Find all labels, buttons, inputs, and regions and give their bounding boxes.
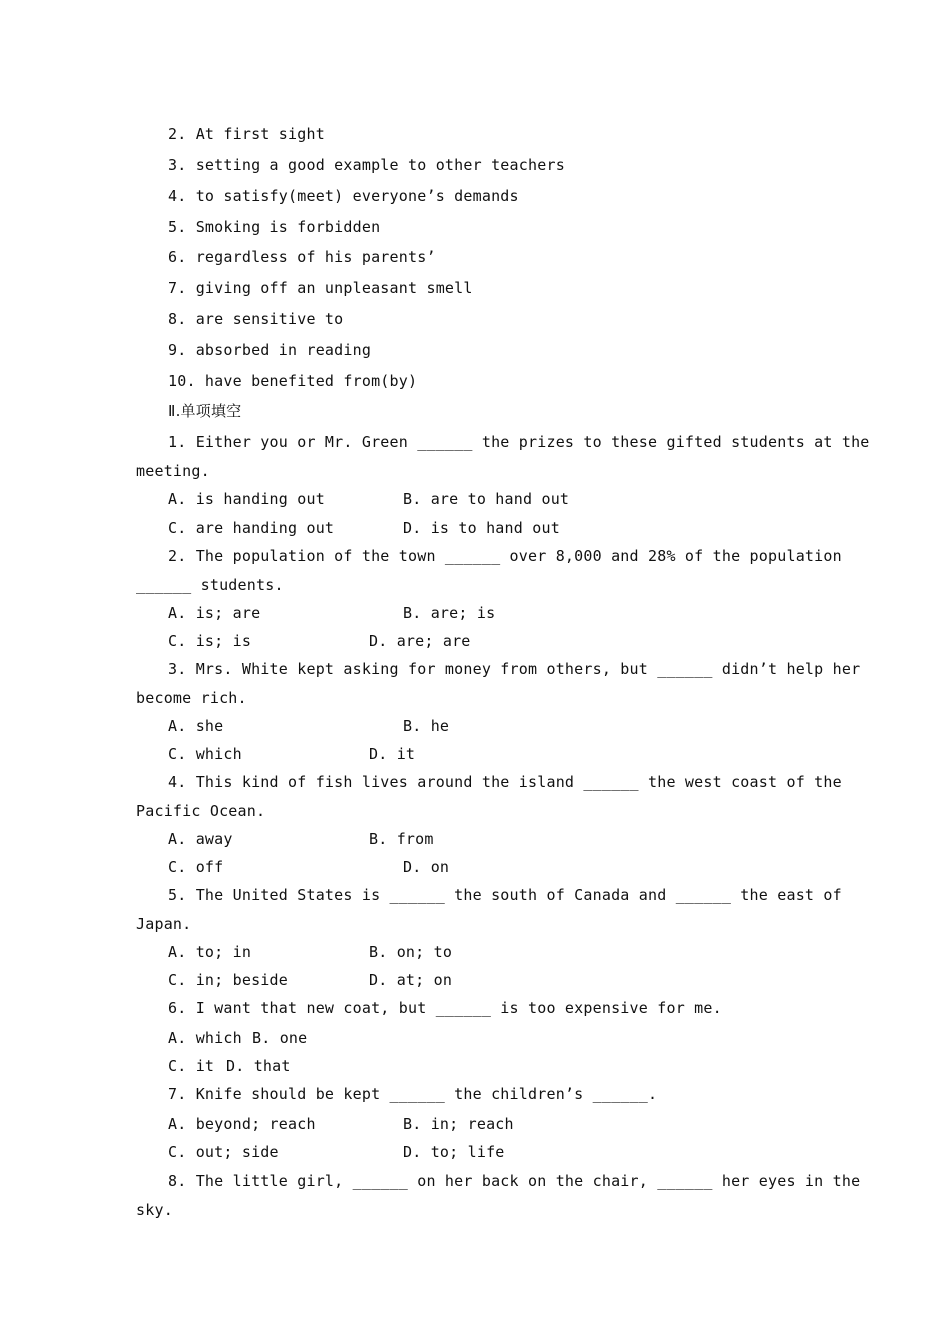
option: B. are; is (403, 604, 496, 622)
option: B. are to hand out (403, 490, 570, 508)
answer-line: 9. absorbed in reading (168, 341, 372, 359)
option: D. is to hand out (403, 519, 560, 537)
option: D. are; are (369, 632, 471, 650)
answer-line: 8. are sensitive to (168, 310, 344, 328)
question-stem: 8. The little girl, ______ on her back on the chair, ______ her eyes in the (168, 1172, 861, 1190)
option: A. she (168, 717, 224, 735)
question-stem-cont: become rich. (136, 689, 247, 707)
answer-line: 3. setting a good example to other teachers (168, 156, 565, 174)
question-stem: 5. The United States is ______ the south of Canada and ______ the east of (168, 886, 842, 904)
question-stem: 2. The population of the town ______ over 8,000 and 28% of the population (168, 547, 842, 565)
question-stem-cont: Japan. (136, 915, 192, 933)
option: B. in; reach (403, 1115, 514, 1133)
option: C. is; is (168, 632, 252, 650)
question-stem-cont: Pacific Ocean. (136, 802, 266, 820)
option: C. which (168, 745, 242, 763)
option: C. are handing out (168, 519, 335, 537)
option: A. is; are (168, 604, 261, 622)
question-stem: 3. Mrs. White kept asking for money from others, but ______ didn’t help her (168, 660, 861, 678)
option: C. off (168, 858, 224, 876)
question-stem: 4. This kind of fish lives around the island ______ the west coast of the (168, 773, 842, 791)
option: C. it (168, 1057, 215, 1075)
option: D. it (369, 745, 416, 763)
option: B. he (403, 717, 450, 735)
question-stem: 7. Knife should be kept ______ the children’s ______. (168, 1085, 658, 1103)
option: D. on (403, 858, 450, 876)
option: B. from (369, 830, 434, 848)
question-stem-cont: meeting. (136, 462, 210, 480)
option: C. in; beside (168, 971, 288, 989)
answer-line: 7. giving off an unpleasant smell (168, 279, 473, 297)
option: A. which (168, 1029, 242, 1047)
option: A. is handing out (168, 490, 325, 508)
question-stem-cont: sky. (136, 1201, 173, 1219)
option: A. beyond; reach (168, 1115, 316, 1133)
option: D. to; life (403, 1143, 505, 1161)
option: D. that (226, 1057, 291, 1075)
question-stem: 1. Either you or Mr. Green ______ the prizes to these gifted students at the (168, 433, 870, 451)
answer-line: 4. to satisfy(meet) everyone’s demands (168, 187, 519, 205)
section-title: Ⅱ.单项填空 (168, 402, 242, 420)
option: A. to; in (168, 943, 252, 961)
answer-line: 2. At first sight (168, 125, 325, 143)
option: B. one (252, 1029, 308, 1047)
question-stem: 6. I want that new coat, but ______ is too expensive for me. (168, 999, 722, 1017)
option: A. away (168, 830, 233, 848)
option: C. out; side (168, 1143, 279, 1161)
answer-line: 6. regardless of his parents’ (168, 248, 436, 266)
answer-line: 10. have benefited from(by) (168, 372, 418, 390)
option: B. on; to (369, 943, 453, 961)
option: D. at; on (369, 971, 453, 989)
question-stem-cont: ______ students. (136, 576, 284, 594)
answer-line: 5. Smoking is forbidden (168, 218, 381, 236)
